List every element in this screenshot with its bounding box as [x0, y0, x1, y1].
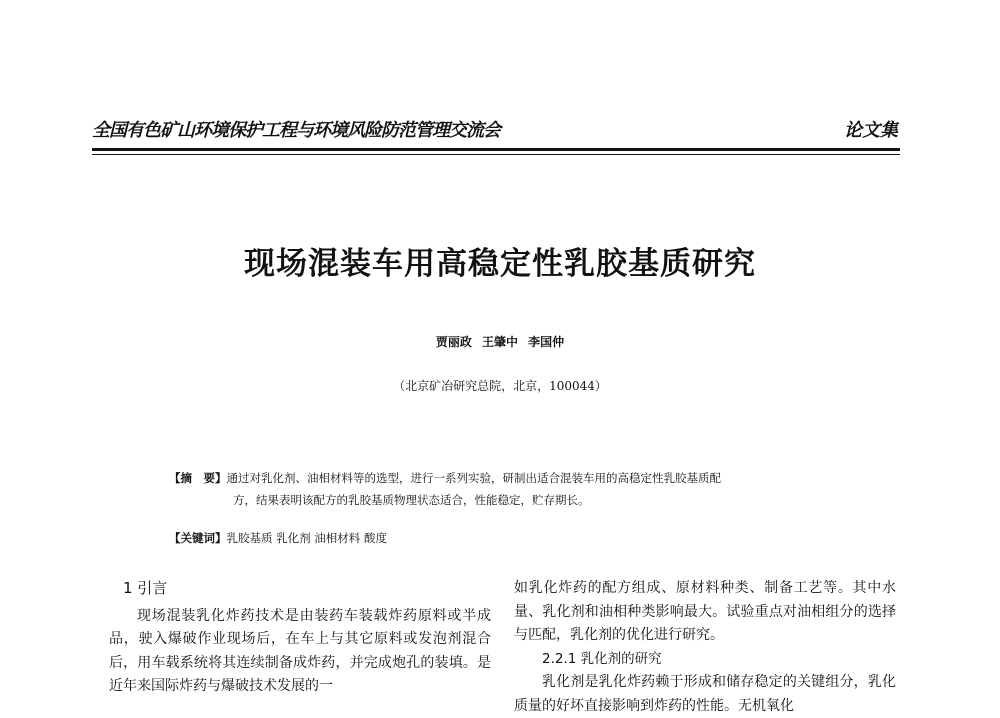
- abstract-line-1: [169, 467, 819, 489]
- paper-authors: 贾丽政 王肇中 李国仲: [435, 335, 565, 349]
- header-rule-thick: [92, 148, 900, 151]
- subsection-heading: 2.2.1 乳化剂的研究: [542, 650, 662, 667]
- keywords-label: 【关键词】: [169, 531, 227, 545]
- keywords: [169, 530, 819, 546]
- paper-title: 现场混装车用高稳定性乳胶基质研究: [244, 246, 756, 282]
- body-paragraph: 乳化剂是乳化炸药赖于形成和储存稳定的关键组分，乳化质量的好坏直接影响到炸药的性能。无机氧化: [514, 674, 896, 714]
- paper-affiliation: （北京矿冶研究总院，北京，100044）: [393, 379, 607, 393]
- body-paragraph: 现场混装乳化炸药技术是由装药车装载炸药原料或半成品，驶入爆破作业现场后，在车上与其它原料或发泡剂混合后，用车载系统将其连续制备成炸药，并完成炮孔的装填。是近年来国际炸药与爆破技术发展的一: [109, 607, 491, 694]
- body-column-right: [514, 577, 896, 718]
- collection-label: 论文集: [844, 120, 898, 141]
- running-header: [92, 112, 900, 142]
- abstract-line-2: 方，结果表明该配方的乳胶基质物理状态适合，性能稳定，贮存期长。: [233, 493, 590, 507]
- body-column-left: [109, 577, 491, 699]
- abstract-text-1: 通过对乳化剂、油相材料等的选型，进行一系列实验，研制出适合混装车用的高稳定性乳胶基质配: [226, 471, 721, 485]
- keywords-text: 乳胶基质 乳化剂 油相材料 酸度: [226, 531, 387, 545]
- body-paragraph: 如乳化炸药的配方组成、原材料种类、制备工艺等。其中水量、乳化剂和油相种类影响最大。试验重点对油相组分的选择与匹配，乳化剂的优化进行研究。: [514, 580, 896, 643]
- header-rule-thin: [92, 154, 900, 155]
- conference-name: 全国有色矿山环境保护工程与环境风险防范管理交流会: [92, 120, 500, 141]
- abstract: [169, 467, 819, 511]
- section-heading-introduction: 1 引言: [123, 579, 168, 597]
- abstract-label: 【摘 要】: [169, 471, 227, 485]
